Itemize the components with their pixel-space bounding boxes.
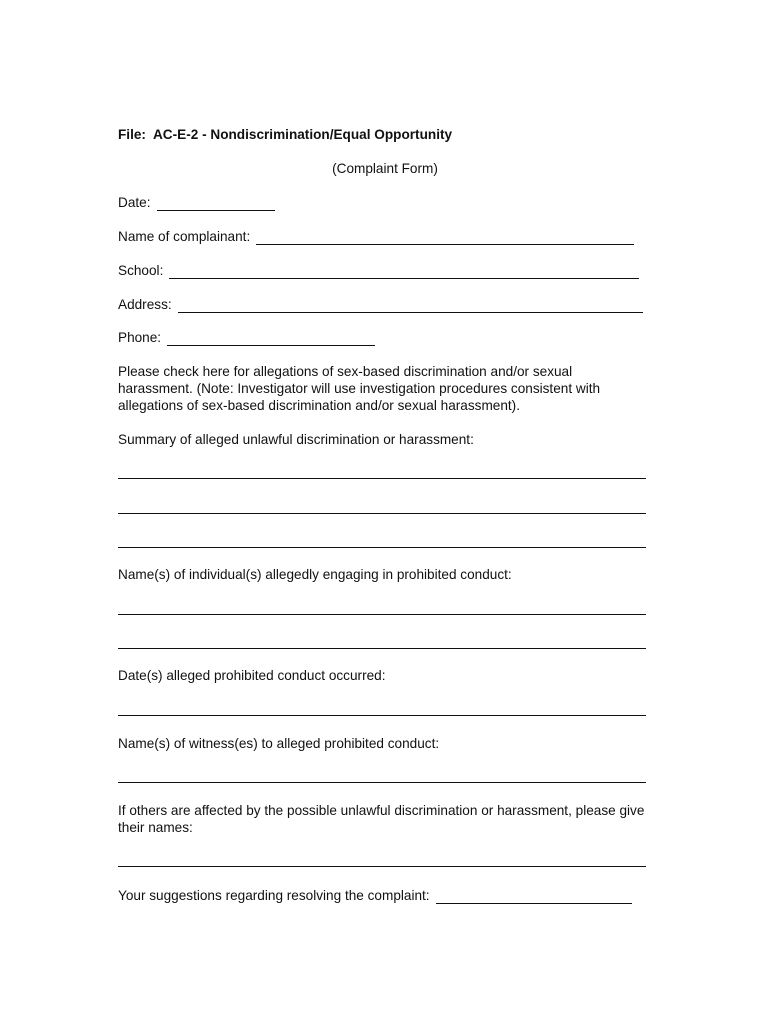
others-affected-label: If others are affected by the possible unlawful discrimination or harassment, please give their names: (118, 803, 645, 835)
date-row (118, 194, 275, 211)
address-row (118, 296, 643, 313)
individuals-line-2[interactable] (118, 648, 646, 649)
others-line-1[interactable] (118, 866, 646, 867)
school-row (118, 262, 639, 279)
summary-line-2[interactable] (118, 513, 646, 514)
form-subtitle: (Complaint Form) (332, 161, 438, 176)
witnesses-label: Name(s) of witness(es) to alleged prohibited conduct: (118, 736, 440, 751)
date-label: Date: (118, 195, 151, 210)
suggestions-row (118, 887, 632, 904)
suggestions-field[interactable] (436, 890, 632, 904)
complainant-field[interactable] (256, 231, 634, 245)
individuals-line-1[interactable] (118, 614, 646, 615)
witnesses-line-1[interactable] (118, 782, 646, 783)
complainant-row (118, 228, 634, 245)
individuals-label: Name(s) of individual(s) allegedly engaging in prohibited conduct: (118, 567, 512, 582)
address-field[interactable] (178, 299, 643, 313)
address-label: Address: (118, 297, 172, 312)
sex-discrimination-notice[interactable]: Please check here for allegations of sex-based discrimination and/or sexual harassment. (Note: Investigator will use investigation procedures consistent with allegations of sex-based discrimination and/or sexual harassment). (118, 364, 601, 413)
file-title: File: AC-E-2 - Nondiscrimination/Equal Opportunity (118, 127, 453, 142)
phone-label: Phone: (118, 330, 162, 345)
date-field[interactable] (157, 197, 275, 211)
phone-field[interactable] (167, 332, 375, 346)
dates-label: Date(s) alleged prohibited conduct occurred: (118, 668, 386, 683)
summary-line-1[interactable] (118, 478, 646, 479)
summary-label: Summary of alleged unlawful discrimination or harassment: (118, 432, 474, 447)
phone-row (118, 329, 375, 346)
dates-line-1[interactable] (118, 715, 646, 716)
complainant-label: Name of complainant: (118, 229, 251, 244)
school-field[interactable] (169, 265, 639, 279)
suggestions-label: Your suggestions regarding resolving the complaint: (118, 888, 430, 903)
school-label: School: (118, 263, 164, 278)
summary-line-3[interactable] (118, 547, 646, 548)
